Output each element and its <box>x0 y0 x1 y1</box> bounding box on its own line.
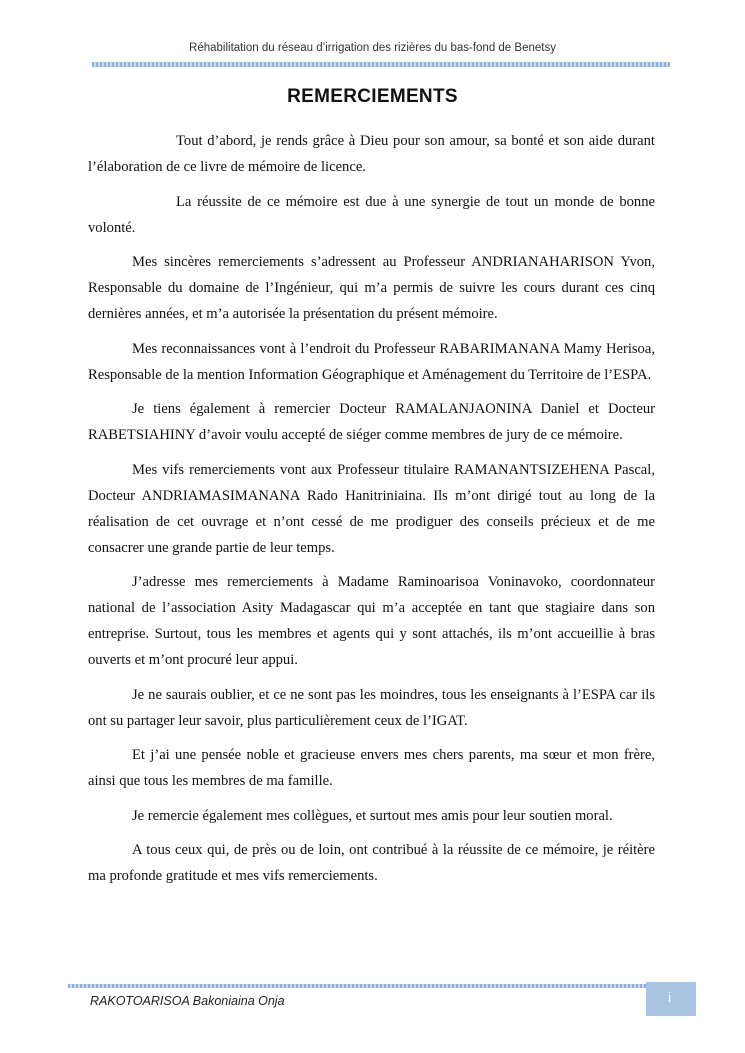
paragraph-3: Mes sincères remerciements s’adressent au Professeur ANDRIANAHARISON Yvon, Responsable du domaine de l’Ingénieur, qui m’a permis de suivre les cours durant ces cinq dernières années, et m’a autorisée la présentation du présent mémoire. <box>88 254 655 322</box>
footer-author: RAKOTOARISOA Bakoniaina Onja <box>90 994 285 1008</box>
paragraph-11: A tous ceux qui, de près ou de loin, ont contribué à la réussite de ce mémoire, je réitère ma profonde gratitude et mes vifs remerciements. <box>88 842 655 884</box>
paragraph-7: J’adresse mes remerciements à Madame Raminoarisoa Voninavoko, coordonnateur national de l’association Asity Madagascar qui m’a acceptée en tant que stagiaire dans son entreprise. Surtout, tous les membres et agents qui y sont attachés, ils m’ont accueillie à bras ouverts et m’ont procuré leur appui. <box>88 574 655 668</box>
paragraph-6: Mes vifs remerciements vont aux Professeur titulaire RAMANANTSIZEHENA Pascal, Docteur ANDRIAMASIMANANA Rado Hanitriniaina. Ils m’ont dirigé tout au long de la réalisation de cet ouvrage et n’ont cessé de me prodiguer des conseils précieux et de me consacrer une grande partie de leur temps. <box>88 461 655 556</box>
paragraph-1: Tout d’abord, je rends grâce à Dieu pour son amour, sa bonté et son aide durant l’élaboration de ce livre de mémoire de licence. <box>88 133 655 175</box>
paragraph-5: Je tiens également à remercier Docteur RAMALANJAONINA Daniel et Docteur RABETSIAHINY d’avoir voulu accepté de siéger comme membres de jury de ce mémoire. <box>88 401 655 443</box>
header-divider <box>92 62 670 67</box>
footer-divider <box>68 984 646 988</box>
paragraph-8: Je ne saurais oublier, et ce ne sont pas les moindres, tous les enseignants à l’ESPA car ils ont su partager leur savoir, plus particulièrement ceux de l’IGAT. <box>88 686 655 729</box>
paragraph-2: La réussite de ce mémoire est due à une synergie de tout un monde de bonne volonté. <box>88 193 655 236</box>
acknowledgements-body <box>88 128 655 898</box>
paragraph-9: Et j’ai une pensée noble et gracieuse envers mes chers parents, ma sœur et mon frère, ainsi que tous les membres de ma famille. <box>88 747 655 789</box>
running-header: Réhabilitation du réseau d’irrigation des rizières du bas-fond de Benetsy <box>189 42 556 54</box>
paragraph-10: Je remercie également mes collègues, et surtout mes amis pour leur soutien moral. <box>132 807 613 824</box>
page-title: REMERCIEMENTS <box>287 86 458 107</box>
page-number: i <box>668 989 672 1005</box>
paragraph-4: Mes reconnaissances vont à l’endroit du Professeur RABARIMANANA Mamy Herisoa, Responsable de la mention Information Géographique et Aménagement du Territoire de l’ESPA. <box>88 340 655 383</box>
